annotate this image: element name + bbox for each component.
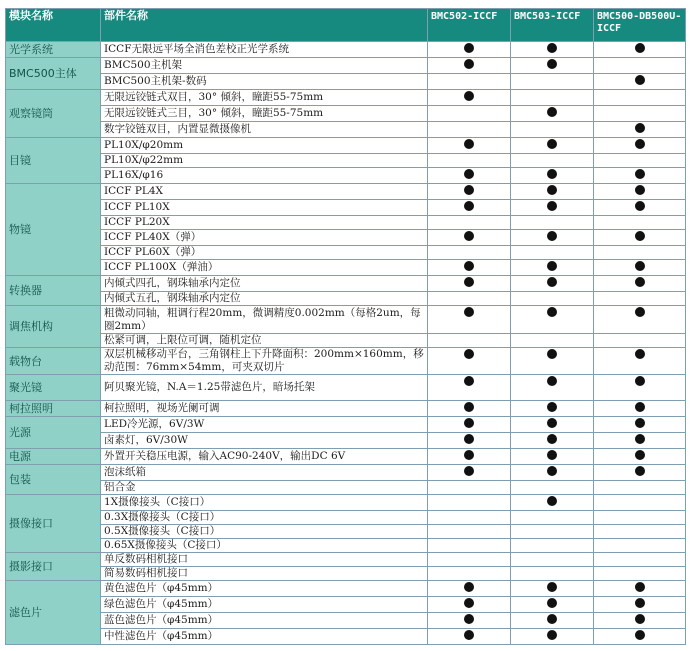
- model-2-cell: [511, 465, 594, 481]
- model-1-cell: [428, 58, 511, 74]
- header-row: [6, 9, 686, 42]
- included-dot-icon: [464, 43, 474, 53]
- included-dot-icon: [547, 43, 557, 53]
- included-dot-icon: [464, 59, 474, 69]
- included-dot-icon: [547, 59, 557, 69]
- model-2-cell: [511, 539, 594, 553]
- part-name: 双层机械移动平台，三角钢柱上下升降面积：200mm×160mm，移动范围：76mm×54mm，可夹双切片: [101, 348, 428, 375]
- table-row: [6, 375, 686, 401]
- model-1-cell: [428, 597, 511, 613]
- part-name: 卤素灯，6V/30W: [101, 433, 428, 449]
- model-2-cell: [511, 495, 594, 511]
- included-dot-icon: [635, 201, 645, 211]
- table-row: [6, 122, 686, 138]
- model-3-cell: [594, 581, 686, 597]
- included-dot-icon: [635, 630, 645, 640]
- model-1-cell: [428, 200, 511, 216]
- included-dot-icon: [547, 107, 557, 117]
- table-row: [6, 581, 686, 597]
- model-3-cell: [594, 200, 686, 216]
- table-row: [6, 348, 686, 375]
- part-name: 单反数码相机接口: [101, 553, 428, 567]
- model-3-cell: [594, 539, 686, 553]
- table-row: [6, 417, 686, 433]
- model-1-cell: [428, 481, 511, 495]
- included-dot-icon: [547, 466, 557, 476]
- module-name: 摄像接口: [6, 495, 101, 553]
- part-name: BMC500主机架: [101, 58, 428, 74]
- part-name: PL16X/φ16: [101, 168, 428, 184]
- part-name: 黄色滤色片（φ45mm）: [101, 581, 428, 597]
- included-dot-icon: [635, 277, 645, 287]
- table-row: [6, 58, 686, 74]
- included-dot-icon: [547, 307, 557, 317]
- part-name: ICCF PL100X（弹油）: [101, 260, 428, 276]
- table-row: [6, 74, 686, 90]
- model-3-cell: [594, 42, 686, 58]
- model-1-cell: [428, 122, 511, 138]
- model-3-cell: [594, 375, 686, 401]
- model-3-cell: [594, 230, 686, 246]
- model-1-cell: [428, 292, 511, 306]
- included-dot-icon: [464, 91, 474, 101]
- model-3-cell: [594, 276, 686, 292]
- table-row: [6, 276, 686, 292]
- module-name: 光源: [6, 417, 101, 449]
- model-3-cell: [594, 306, 686, 334]
- part-name: 0.3X摄像接头（C接口）: [101, 511, 428, 525]
- included-dot-icon: [635, 434, 645, 444]
- model-3-cell: [594, 184, 686, 200]
- spec-table: [5, 8, 686, 645]
- model-1-cell: [428, 511, 511, 525]
- table-row: [6, 525, 686, 539]
- model-1-cell: [428, 216, 511, 230]
- model-2-cell: [511, 184, 594, 200]
- table-row: [6, 401, 686, 417]
- model-1-cell: [428, 90, 511, 106]
- included-dot-icon: [635, 307, 645, 317]
- model-2-cell: [511, 433, 594, 449]
- module-name: 观察镜筒: [6, 90, 101, 138]
- included-dot-icon: [547, 185, 557, 195]
- included-dot-icon: [635, 614, 645, 624]
- model-3-cell: [594, 260, 686, 276]
- model-2-cell: [511, 401, 594, 417]
- model-3-cell: [594, 449, 686, 465]
- model-1-cell: [428, 306, 511, 334]
- included-dot-icon: [464, 418, 474, 428]
- included-dot-icon: [547, 139, 557, 149]
- part-name: 泡沫纸箱: [101, 465, 428, 481]
- included-dot-icon: [635, 185, 645, 195]
- model-2-cell: [511, 334, 594, 348]
- included-dot-icon: [635, 43, 645, 53]
- part-name: 阿贝聚光镜，N.A＝1.25带滤色片，暗场托架: [101, 375, 428, 401]
- model-3-cell: [594, 629, 686, 645]
- included-dot-icon: [464, 307, 474, 317]
- table-row: [6, 246, 686, 260]
- table-row: [6, 334, 686, 348]
- part-name: 无限远铰链式三目，30° 倾斜，瞳距55-75mm: [101, 106, 428, 122]
- included-dot-icon: [547, 450, 557, 460]
- table-row: [6, 553, 686, 567]
- model-1-cell: [428, 230, 511, 246]
- part-name: PL10X/φ22mm: [101, 154, 428, 168]
- table-row: [6, 433, 686, 449]
- model-3-cell: [594, 597, 686, 613]
- part-name: ICCF PL4X: [101, 184, 428, 200]
- model-3-cell: [594, 348, 686, 375]
- part-name: ICCF PL10X: [101, 200, 428, 216]
- model-3-cell: [594, 481, 686, 495]
- included-dot-icon: [464, 598, 474, 608]
- table-row: [6, 613, 686, 629]
- included-dot-icon: [635, 169, 645, 179]
- included-dot-icon: [547, 261, 557, 271]
- model-3-cell: [594, 154, 686, 168]
- model-3-cell: [594, 90, 686, 106]
- model-1-cell: [428, 401, 511, 417]
- model-3-cell: [594, 58, 686, 74]
- model-3-cell: [594, 122, 686, 138]
- included-dot-icon: [464, 201, 474, 211]
- included-dot-icon: [635, 466, 645, 476]
- part-name: 数字铰链双目，内置显微摄像机: [101, 122, 428, 138]
- model-1-cell: [428, 525, 511, 539]
- model-3-cell: [594, 246, 686, 260]
- model-2-cell: [511, 525, 594, 539]
- model-1-cell: [428, 276, 511, 292]
- part-name: 绿色滤色片（φ45mm）: [101, 597, 428, 613]
- included-dot-icon: [635, 123, 645, 133]
- model-3-cell: [594, 417, 686, 433]
- model-2-cell: [511, 154, 594, 168]
- model-1-cell: [428, 184, 511, 200]
- part-name: LED冷光源，6V/3W: [101, 417, 428, 433]
- included-dot-icon: [464, 450, 474, 460]
- part-name: 蓝色滤色片（φ45mm）: [101, 613, 428, 629]
- table-row: [6, 260, 686, 276]
- included-dot-icon: [547, 201, 557, 211]
- part-name: 0.5X摄像接头（C接口）: [101, 525, 428, 539]
- model-3-cell: [594, 401, 686, 417]
- included-dot-icon: [635, 376, 645, 386]
- included-dot-icon: [464, 185, 474, 195]
- model-1-cell: [428, 495, 511, 511]
- included-dot-icon: [464, 349, 474, 359]
- table-row: [6, 629, 686, 645]
- included-dot-icon: [635, 418, 645, 428]
- included-dot-icon: [464, 614, 474, 624]
- model-1-cell: [428, 553, 511, 567]
- model-2-cell: [511, 138, 594, 154]
- model-2-cell: [511, 168, 594, 184]
- table-row: [6, 539, 686, 553]
- included-dot-icon: [547, 402, 557, 412]
- included-dot-icon: [547, 418, 557, 428]
- part-name: 无限远铰链式双目，30° 倾斜，瞳距55-75mm: [101, 90, 428, 106]
- included-dot-icon: [464, 402, 474, 412]
- included-dot-icon: [547, 277, 557, 287]
- included-dot-icon: [635, 231, 645, 241]
- included-dot-icon: [635, 598, 645, 608]
- module-name: 摄影接口: [6, 553, 101, 581]
- part-name: ICCF PL60X（弹）: [101, 246, 428, 260]
- model-3-cell: [594, 613, 686, 629]
- model-2-cell: [511, 122, 594, 138]
- model-3-cell: [594, 511, 686, 525]
- included-dot-icon: [547, 598, 557, 608]
- table-row: [6, 200, 686, 216]
- part-name: PL10X/φ20mm: [101, 138, 428, 154]
- model-3-cell: [594, 292, 686, 306]
- part-name: 中性滤色片（φ45mm）: [101, 629, 428, 645]
- model-2-cell: [511, 375, 594, 401]
- module-name: 电源: [6, 449, 101, 465]
- model-2-cell: [511, 106, 594, 122]
- included-dot-icon: [464, 376, 474, 386]
- included-dot-icon: [464, 466, 474, 476]
- included-dot-icon: [547, 434, 557, 444]
- model-2-cell: [511, 511, 594, 525]
- model-1-cell: [428, 348, 511, 375]
- included-dot-icon: [464, 261, 474, 271]
- model-2-cell: [511, 292, 594, 306]
- table-row: [6, 216, 686, 230]
- module-name: 滤色片: [6, 581, 101, 645]
- model-3-cell: [594, 138, 686, 154]
- included-dot-icon: [635, 139, 645, 149]
- model-2-cell: [511, 481, 594, 495]
- model-2-cell: [511, 246, 594, 260]
- module-name: 物镜: [6, 184, 101, 276]
- module-name: BMC500主体: [6, 58, 101, 90]
- model-2-cell: [511, 567, 594, 581]
- spec-body: [6, 42, 686, 645]
- included-dot-icon: [547, 231, 557, 241]
- included-dot-icon: [547, 376, 557, 386]
- module-name: 转换器: [6, 276, 101, 306]
- model-1-cell: [428, 334, 511, 348]
- model-1-cell: [428, 74, 511, 90]
- module-name: 聚光镜: [6, 375, 101, 401]
- included-dot-icon: [547, 349, 557, 359]
- model-3-cell: [594, 106, 686, 122]
- module-name: 调焦机构: [6, 306, 101, 348]
- part-name: 柯拉照明，视场光阑可调: [101, 401, 428, 417]
- model-2-cell: [511, 276, 594, 292]
- model-1-cell: [428, 417, 511, 433]
- included-dot-icon: [464, 434, 474, 444]
- model-3-cell: [594, 334, 686, 348]
- model-2-cell: [511, 216, 594, 230]
- table-row: [6, 90, 686, 106]
- included-dot-icon: [464, 582, 474, 592]
- model-header-3: BMC500-DB500U-ICCF: [594, 9, 686, 42]
- model-2-cell: [511, 348, 594, 375]
- table-row: [6, 106, 686, 122]
- model-2-cell: [511, 613, 594, 629]
- model-2-cell: [511, 42, 594, 58]
- model-1-cell: [428, 138, 511, 154]
- model-3-cell: [594, 74, 686, 90]
- table-row: [6, 597, 686, 613]
- included-dot-icon: [635, 261, 645, 271]
- model-2-cell: [511, 58, 594, 74]
- part-name: BMC500主机架-数码: [101, 74, 428, 90]
- model-1-cell: [428, 42, 511, 58]
- table-row: [6, 168, 686, 184]
- table-row: [6, 511, 686, 525]
- model-1-cell: [428, 613, 511, 629]
- model-1-cell: [428, 449, 511, 465]
- model-2-cell: [511, 581, 594, 597]
- model-2-cell: [511, 200, 594, 216]
- model-1-cell: [428, 567, 511, 581]
- included-dot-icon: [464, 139, 474, 149]
- model-3-cell: [594, 168, 686, 184]
- model-3-cell: [594, 525, 686, 539]
- part-name: 外置开关稳压电源，输入AC90-240V，输出DC 6V: [101, 449, 428, 465]
- included-dot-icon: [547, 630, 557, 640]
- part-name: 铝合金: [101, 481, 428, 495]
- model-3-cell: [594, 433, 686, 449]
- part-name: ICCF PL20X: [101, 216, 428, 230]
- model-1-cell: [428, 106, 511, 122]
- included-dot-icon: [635, 75, 645, 85]
- table-row: [6, 449, 686, 465]
- included-dot-icon: [464, 231, 474, 241]
- module-header: 模块名称: [6, 9, 101, 42]
- model-2-cell: [511, 74, 594, 90]
- model-3-cell: [594, 553, 686, 567]
- model-3-cell: [594, 465, 686, 481]
- part-name: 内倾式五孔，钢珠轴承内定位: [101, 292, 428, 306]
- included-dot-icon: [464, 277, 474, 287]
- module-name: 载物台: [6, 348, 101, 375]
- included-dot-icon: [547, 582, 557, 592]
- table-row: [6, 154, 686, 168]
- module-name: 光学系统: [6, 42, 101, 58]
- table-row: [6, 184, 686, 200]
- model-2-cell: [511, 449, 594, 465]
- included-dot-icon: [635, 582, 645, 592]
- table-row: [6, 306, 686, 334]
- included-dot-icon: [635, 349, 645, 359]
- model-2-cell: [511, 90, 594, 106]
- part-name: ICCF PL40X（弹）: [101, 230, 428, 246]
- included-dot-icon: [464, 169, 474, 179]
- part-name: 松紧可调，上限位可调，随机定位: [101, 334, 428, 348]
- part-name: 内倾式四孔，钢珠轴承内定位: [101, 276, 428, 292]
- model-1-cell: [428, 433, 511, 449]
- included-dot-icon: [635, 450, 645, 460]
- model-2-cell: [511, 230, 594, 246]
- table-row: [6, 42, 686, 58]
- included-dot-icon: [547, 496, 557, 506]
- model-2-cell: [511, 597, 594, 613]
- model-1-cell: [428, 375, 511, 401]
- table-row: [6, 481, 686, 495]
- model-2-cell: [511, 417, 594, 433]
- model-1-cell: [428, 581, 511, 597]
- module-name: 目镜: [6, 138, 101, 184]
- table-row: [6, 567, 686, 581]
- included-dot-icon: [547, 169, 557, 179]
- model-2-cell: [511, 260, 594, 276]
- model-3-cell: [594, 216, 686, 230]
- model-1-cell: [428, 465, 511, 481]
- part-name: ICCF无限远平场全消色差校正光学系统: [101, 42, 428, 58]
- module-name: 包装: [6, 465, 101, 495]
- part-name: 0.65X摄像接头（C接口）: [101, 539, 428, 553]
- model-header-2: BMC503-ICCF: [511, 9, 594, 42]
- model-2-cell: [511, 306, 594, 334]
- part-name: 简易数码相机接口: [101, 567, 428, 581]
- module-name: 柯拉照明: [6, 401, 101, 417]
- model-1-cell: [428, 260, 511, 276]
- part-header: 部件名称: [101, 9, 428, 42]
- model-1-cell: [428, 154, 511, 168]
- model-1-cell: [428, 539, 511, 553]
- table-row: [6, 230, 686, 246]
- part-name: 1X摄像接头（C接口）: [101, 495, 428, 511]
- model-header-1: BMC502-ICCF: [428, 9, 511, 42]
- model-1-cell: [428, 246, 511, 260]
- model-1-cell: [428, 168, 511, 184]
- model-3-cell: [594, 567, 686, 581]
- included-dot-icon: [547, 614, 557, 624]
- table-row: [6, 495, 686, 511]
- part-name: 粗微动同轴，粗调行程20mm，微调精度0.002mm（每格2um，每圈2mm）: [101, 306, 428, 334]
- model-3-cell: [594, 495, 686, 511]
- model-1-cell: [428, 629, 511, 645]
- table-row: [6, 465, 686, 481]
- table-row: [6, 292, 686, 306]
- model-2-cell: [511, 553, 594, 567]
- model-2-cell: [511, 629, 594, 645]
- table-row: [6, 138, 686, 154]
- included-dot-icon: [635, 402, 645, 412]
- included-dot-icon: [464, 630, 474, 640]
